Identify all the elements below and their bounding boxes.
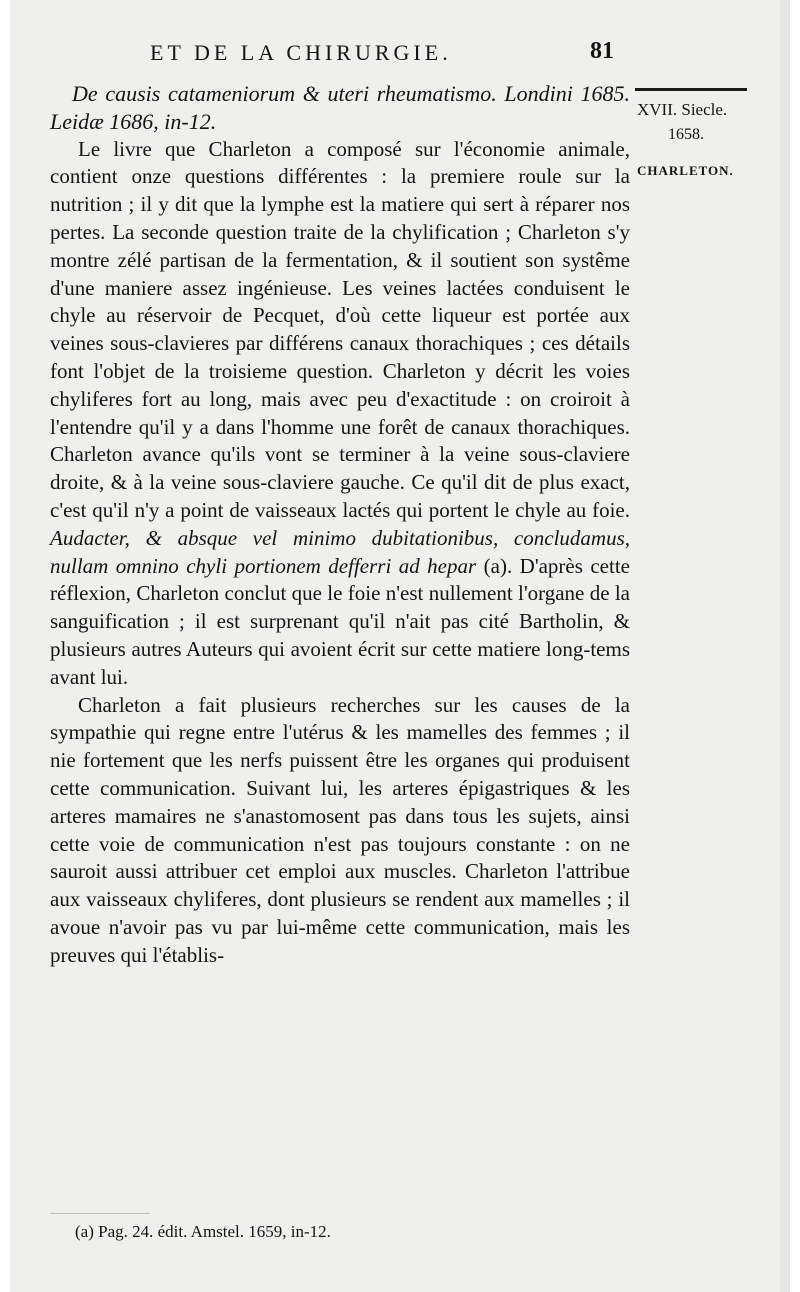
margin-note-author: CHARLETON. [637, 163, 734, 178]
footnote: (a) Pag. 24. édit. Amstel. 1659, in-12. [75, 1222, 331, 1241]
paragraph-economy [50, 136, 630, 692]
page-edge [780, 0, 790, 1292]
margin-note-year: 1658. [668, 126, 704, 143]
page-number: 81 [590, 38, 614, 64]
margin-note-century: XVII. Siecle. [637, 100, 728, 119]
main-text [50, 80, 630, 970]
paragraph-economy-text-b: . D'après cette réflexion, Charleton conclut que le foie n'est nullement l'organe de la sanguification ; il est surprenant qu'il n'ait pas cité Bartholin, & plusieurs autres Auteurs qui avoient écrit sur cette matiere long-tems avant lui. [50, 553, 630, 689]
latin-quotation: Audacter, & absque vel minimo dubitationibus, concludamus, nullam omnino chyli portionem defferri ad hepar [50, 525, 630, 578]
bibliographic-reference: De causis catameniorum & uteri rheumatismo. Londini 1685. Leidæ 1686, in-12. [50, 81, 630, 134]
paragraph-sympathy: Charleton a fait plusieurs recherches sur les causes de la sympathie qui regne entre l'utérus & les mamelles des femmes ; il nie fortement que les nerfs puissent être les organes qui produisent cette communication. Suivant lui, les arteres épigastriques & les arteres mamaires ne s'anastomosent pas dans tous les sujets, ainsi cette voie de communication n'est pas toujours constante : on ne sauroit aussi attribuer cet emploi aux muscles. Charleton l'attribue aux vaisseaux chyliferes, dont plusieurs se rendent aux mamelles ; il avoue n'avoir pas vu par lui-même cette communication, mais les preuves qui l'établis- [50, 692, 630, 967]
margin-rule [635, 88, 747, 91]
running-title: ET DE LA CHIRURGIE. [150, 40, 452, 65]
footnote-reference: (a) [483, 553, 507, 578]
footnote-rule [50, 1213, 150, 1214]
paragraph-economy-text-a: Le livre que Charleton a composé sur l'économie animale, contient onze questions différentes : la premiere roule sur la nutrition ; il y dit que la lymphe est la matiere qui sert à réparer nos pertes. La seconde question traite de la chylification ; Charleton s'y montre zélé partisan de la fermentation, & il soutient son systême d'une maniere assez ingénieuse. Les veines lactées conduisent le chyle au réservoir de Pecquet, d'où cette liqueur est portée aux veines sous-clavieres par différens canaux thorachiques ; ces détails font l'objet de la troisieme question. Charleton y décrit les voies chyliferes fort au long, mais avec peu d'exactitude : on croiroit à l'entendre qu'il y a dans l'homme une forêt de canaux thorachiques. Charleton avance qu'ils vont se terminer à la veine sous-claviere droite, & à la veine sous-claviere gauche. Ce qu'il dit de plus exact, c'est qu'il n'y a point de vaisseaux lactés qui portent le chyle au foie. [50, 136, 630, 522]
